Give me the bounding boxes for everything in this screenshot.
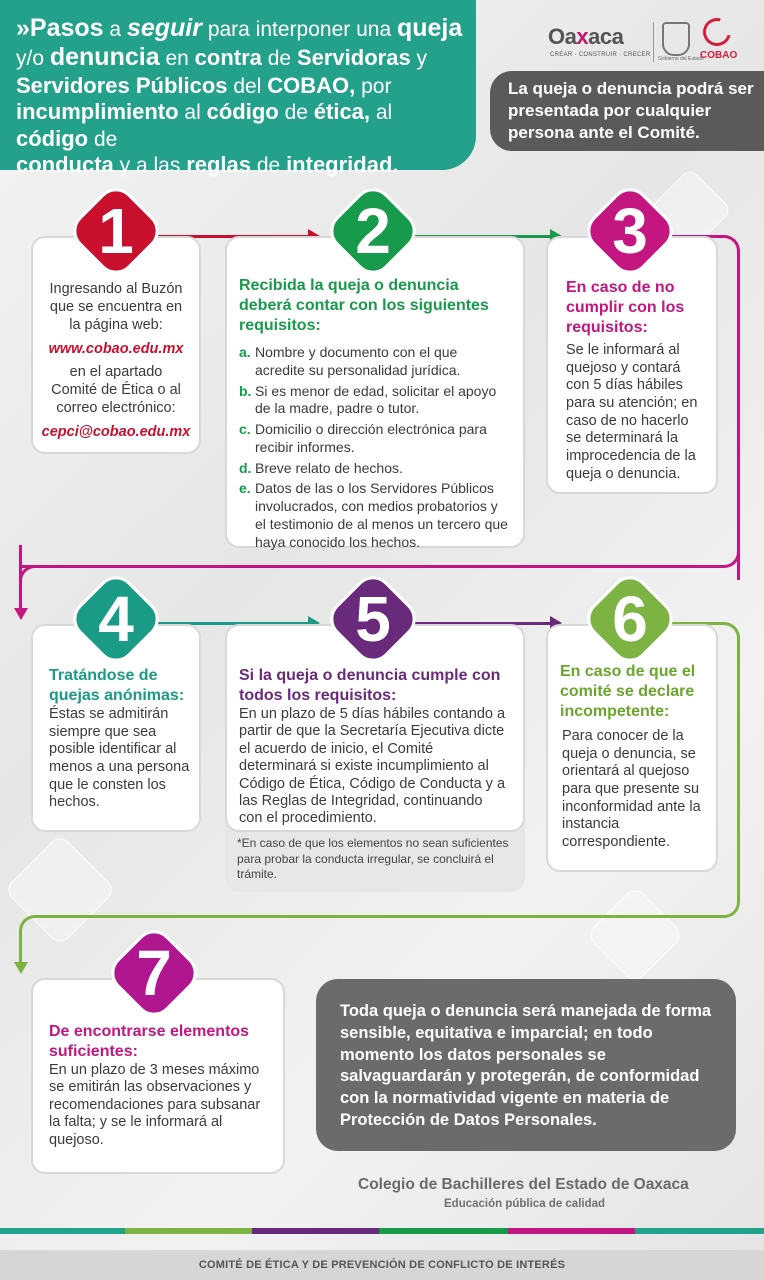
step-7-body: En un plazo de 3 meses máximo se emitirán las observaciones y recomendaciones para subsanar la falta; y se le informará al quejoso. — [49, 1062, 261, 1148]
step-2-title: Recibida la queja o denuncia deberá contar con los siguientes requisitos: — [239, 277, 489, 334]
oaxaca-tagline: CREAR · CONSTRUIR · CRECER — [550, 52, 651, 58]
color-stripe — [252, 1228, 379, 1234]
email-link[interactable]: cepci@cobao.edu.mx — [41, 423, 191, 440]
connector-line — [35, 915, 675, 918]
step-1-text: Ingresando al Buzón — [49, 281, 183, 297]
step-4-title: Tratándose de quejas anónimas: — [49, 667, 185, 704]
connector-corner — [19, 915, 49, 965]
oaxaca-logo: Oaxaca — [548, 24, 624, 49]
color-stripe — [508, 1228, 635, 1234]
step-7-title: De encontrarse elementos suficientes: — [49, 1023, 250, 1060]
cobao-ring-icon — [698, 13, 736, 51]
step-6-body: Para conocer de la queja o denuncia, se orientará al quejoso para que presente su inconformidad ante la instancia correspondiente. — [562, 728, 701, 851]
step-6-title: En caso de que el comité se declare incompetente: — [560, 663, 696, 720]
requirement-item: e. Datos de las o los Servidores Públicos involucrados, con medios probatorios y el testimonio de al menos un tercero que haya conocido los hechos. — [239, 480, 508, 550]
step-5-number: 5 — [355, 583, 391, 655]
connector-corner — [19, 565, 59, 610]
step-5-body: En un plazo de 5 días hábiles contando a partir de que la Secretaría Ejecutiva dicte el acuerdo de inicio, el Comité determinará si existe incumplimiento al Código de Ética, Código de Conducta y a las Reglas de Integridad, continuando con el procedimiento. — [239, 706, 506, 827]
step-5-note: *En caso de que los elementos no sean suficientes para probar la conducta irregular, se concluirá el trámite. — [237, 836, 509, 882]
state-seal-icon — [662, 22, 690, 56]
step-6-number: 6 — [612, 583, 648, 655]
step-1-text: Comité de Ética o al — [51, 381, 181, 398]
step-1-text: la página web: — [69, 317, 163, 334]
requirement-item: c. Domicilio o dirección electrónica para recibir informes. — [239, 421, 487, 455]
gov-text: Gobierno del Estado — [658, 56, 704, 62]
website-link[interactable]: www.cobao.edu.mx — [48, 341, 184, 358]
footer-bar — [0, 1250, 764, 1280]
step-3-title: En caso de no cumplir con los requisitos: — [566, 279, 685, 336]
step-1-number: 1 — [98, 195, 134, 267]
footer-committee: COMITÉ DE ÉTICA Y DE PREVENCIÓN DE CONFLICTO DE INTERÉS — [198, 1259, 566, 1271]
step-1-text: que se encuentra en — [49, 299, 183, 316]
requirement-item: d. Breve relato de hechos. — [239, 459, 403, 476]
header-title: »Pasos a seguir para interponer una queja y/o denuncia en contra de Servidoras y Servidores Públicos del COBAO, por incumplimiento al código de ética, al código de conducta y a las reglas de integridad. — [0, 0, 476, 170]
step-4-body: Éstas se admitirán siempre que sea posible identificar al menos a una persona que le consten los hechos. — [49, 706, 190, 811]
requirement-item: b. Si es menor de edad, solicitar el apoyo de la madre, padre o tutor. — [239, 382, 497, 417]
step-1-text: correo electrónico: — [56, 399, 176, 416]
step-2-card — [225, 236, 525, 548]
cobao-logo: COBAO — [700, 18, 734, 66]
requirements-list — [239, 344, 511, 551]
step-4-number: 4 — [98, 583, 134, 655]
step-2-number: 2 — [355, 195, 391, 267]
footer-slogan: Educación pública de calidad — [444, 1198, 606, 1210]
color-stripe — [379, 1228, 508, 1234]
arrow-down-icon — [14, 962, 28, 974]
logo-divider — [653, 22, 654, 62]
step-3-body: Se le informará al quejoso y contará con 5 días hábiles para su atención; en caso de no hacerlo se determinará la improcedencia de la queja o denuncia. — [566, 342, 698, 482]
step-5-title: Si la queja o denuncia cumple con todos los requisitos: — [239, 667, 501, 704]
color-stripe — [635, 1228, 764, 1234]
color-stripe — [125, 1228, 252, 1234]
logos — [548, 18, 738, 66]
arrow-down-icon — [14, 608, 28, 620]
step-1-text: en el apartado — [69, 363, 163, 380]
privacy-note: Toda queja o denuncia será manejada de forma sensible, equitativa e imparcial; en todo momento los datos personales se salvaguardarán y protegerán, de conformidad con la normatividad vigente en materia de Protección de Datos Personales. — [316, 979, 736, 1151]
color-stripe — [0, 1228, 125, 1234]
footer-org: Colegio de Bachilleres del Estado de Oaxaca — [358, 1176, 689, 1193]
step-3-number: 3 — [612, 195, 648, 267]
notice-banner: La queja o denuncia podrá ser presentada por cualquier persona ante el Comité. — [490, 71, 764, 151]
requirement-item: a. Nombre y documento con el que acredite su personalidad jurídica. — [239, 344, 461, 378]
step-7-number: 7 — [136, 937, 172, 1009]
connector-line — [737, 250, 740, 550]
